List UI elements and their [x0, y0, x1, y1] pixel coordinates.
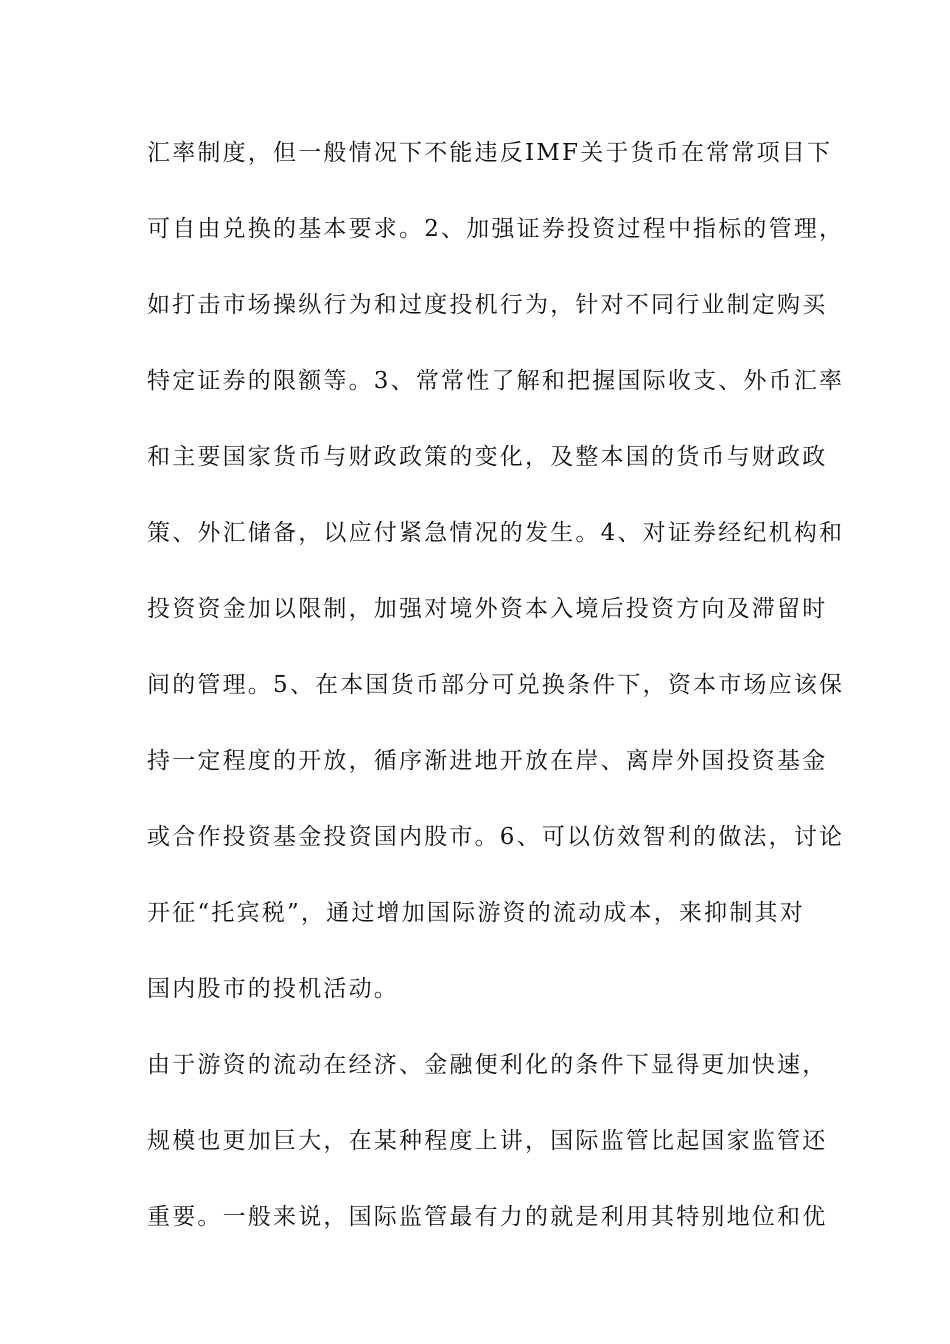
paragraph-2-line-1: 由于游资的流动在经济、金融便利化的条件下显得更加快速，	[147, 1052, 828, 1078]
paragraph-1-line-5: 和主要国家货币与财政政策的变化，及整本国的货币与财政政	[147, 444, 828, 470]
paragraph-1-line-2: 可自由兑换的基本要求。2、加强证券投资过程中指标的管理，	[147, 216, 845, 242]
paragraph-1-line-4: 特定证券的限额等。3、常常性了解和把握国际收支、外币汇率	[147, 368, 845, 394]
paragraph-1-line-3: 如打击市场操纵行为和过度投机行为，针对不同行业制定购买	[147, 292, 828, 318]
paragraph-1-line-11: 开征“托宾税”，通过增加国际游资的流动成本，来抑制其对	[147, 900, 805, 926]
paragraph-1-line-10: 或合作投资基金投资国内股市。6、可以仿效智利的做法，讨论	[147, 824, 845, 850]
paragraph-1-line-8: 间的管理。5、在本国货币部分可兑换条件下，资本市场应该保	[147, 672, 845, 698]
paragraph-1-line-1: 汇率制度，但一般情况下不能违反IMF关于货币在常常项目下	[147, 140, 833, 166]
paragraph-2-line-2: 规模也更加巨大，在某种程度上讲，国际监管比起国家监管还	[147, 1128, 828, 1154]
paragraph-1-line-6: 策、外汇储备，以应付紧急情况的发生。4、对证券经纪机构和	[147, 520, 845, 546]
paragraph-1-line-7: 投资资金加以限制，加强对境外资本入境后投资方向及滞留时	[147, 596, 828, 622]
paragraph-1-line-12: 国内股市的投机活动。	[147, 976, 399, 1002]
paragraph-1-line-9: 持一定程度的开放，循序渐进地开放在岸、离岸外国投资基金	[147, 748, 828, 774]
paragraph-2-line-3: 重要。一般来说，国际监管最有力的就是利用其特别地位和优	[147, 1204, 828, 1230]
